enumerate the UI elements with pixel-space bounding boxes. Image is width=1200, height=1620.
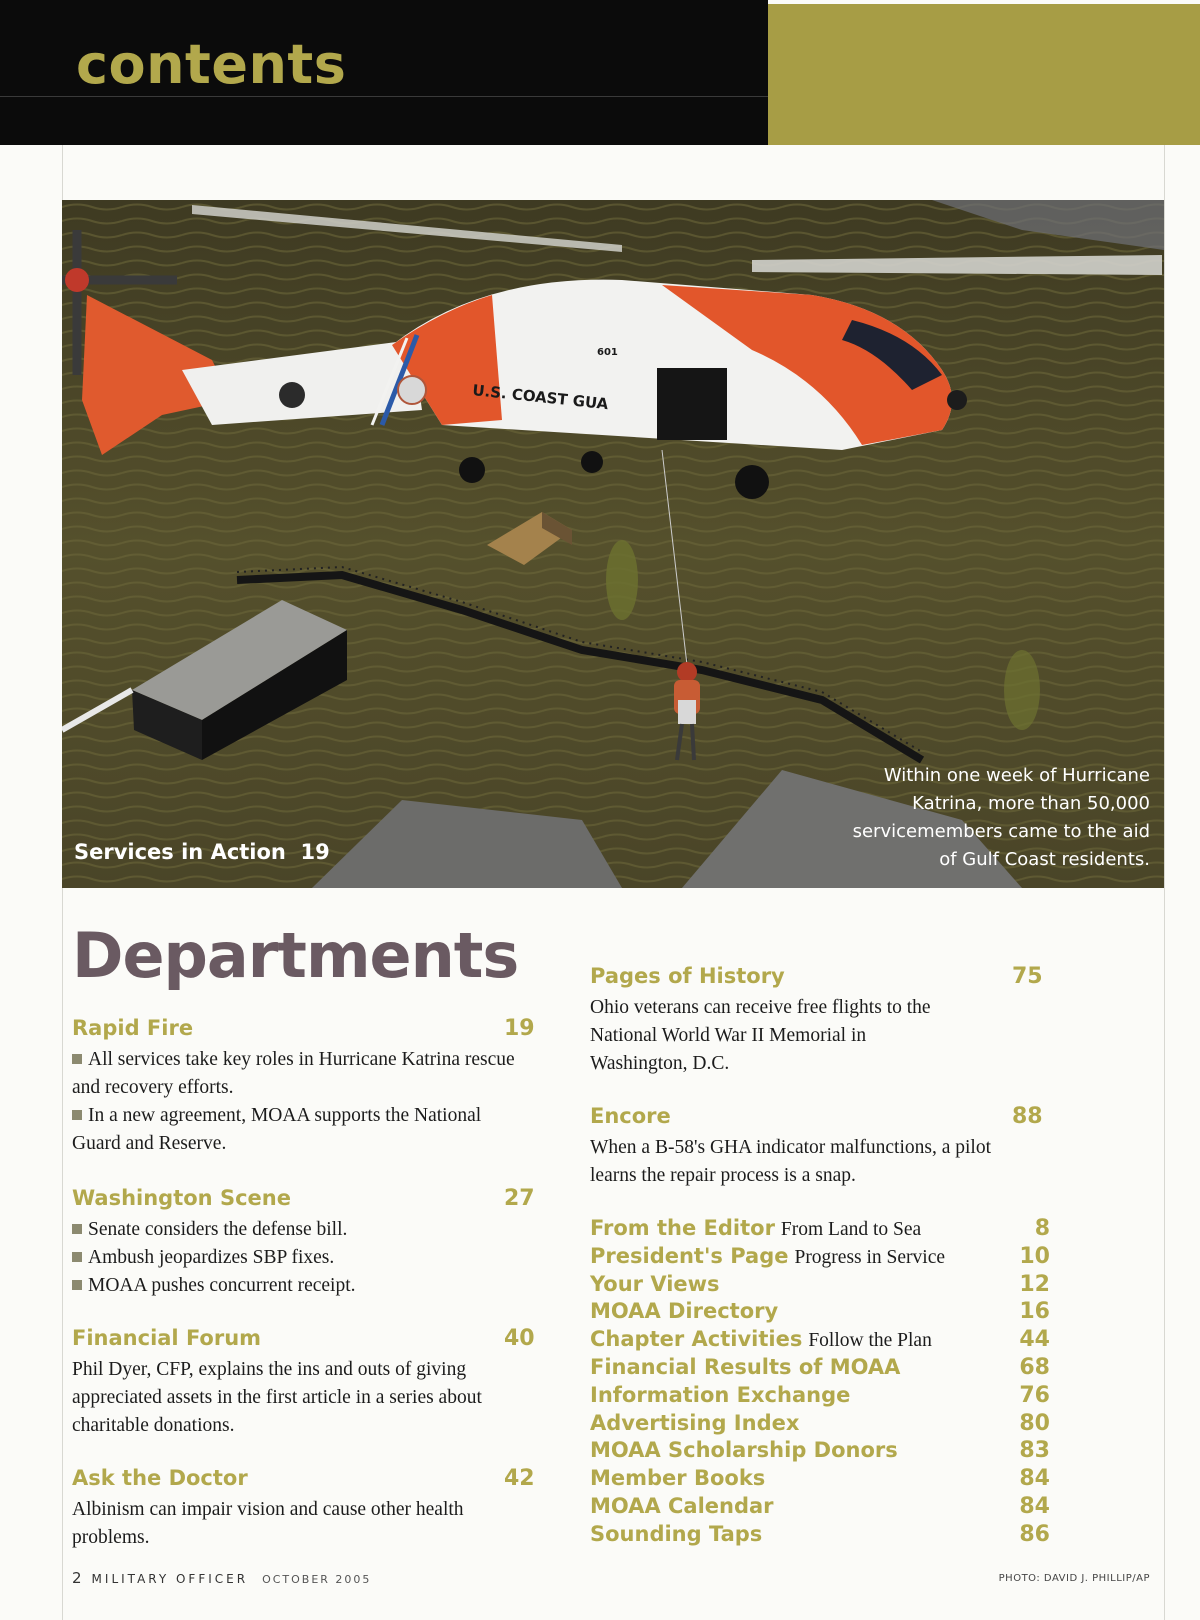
list-item[interactable]: Your Views 12 — [590, 1271, 1050, 1297]
entry-pages-of-history[interactable] — [590, 964, 1050, 1078]
helicopter-marking: U.S. COAST GUA — [471, 381, 610, 414]
list-item[interactable]: President's Page Progress in Service 10 — [590, 1243, 1050, 1269]
departments-heading: Departments — [72, 919, 519, 992]
entry-page-number: 88 — [1012, 1104, 1043, 1129]
list-item[interactable]: Chapter Activities Follow the Plan 44 — [590, 1327, 1050, 1353]
photo-credit: PHOTO: DAVID J. PHILLIP/AP — [998, 1573, 1150, 1584]
entry-rapid-fire[interactable] — [72, 1016, 535, 1158]
entry-page-number: 42 — [504, 1466, 535, 1491]
footer-issue-date: OCTOBER 2005 — [262, 1573, 372, 1586]
entry-title: Ask the Doctor — [72, 1466, 248, 1490]
department-list — [590, 1215, 1050, 1549]
list-item[interactable]: Financial Results of MOAA 68 — [590, 1354, 1050, 1380]
square-bullet-icon — [72, 1224, 82, 1234]
list-item[interactable]: Sounding Taps 86 — [590, 1521, 1050, 1547]
entry-page-number: 27 — [504, 1186, 535, 1211]
entry-description: When a B-58's GHA indicator malfunctions, a pilot learns the repair process is a snap. — [590, 1137, 992, 1186]
list-item[interactable]: Member Books 84 — [590, 1466, 1050, 1492]
list-item[interactable]: Information Exchange 76 — [590, 1382, 1050, 1408]
entry-title: Pages of History — [590, 964, 785, 988]
entry-title: Financial Forum — [72, 1326, 262, 1350]
entry-title: Washington Scene — [72, 1186, 291, 1210]
square-bullet-icon — [72, 1054, 82, 1064]
frame-line-right — [1164, 145, 1165, 1620]
entry-description: Albinism can impair vision and cause other health problems. — [72, 1499, 464, 1548]
entry-title: Encore — [590, 1104, 671, 1128]
square-bullet-icon — [72, 1252, 82, 1262]
square-bullet-icon — [72, 1280, 82, 1290]
page-title: contents — [76, 33, 347, 96]
list-item[interactable]: Advertising Index 80 — [590, 1410, 1050, 1436]
entry-description: Ohio veterans can receive free flights to the National World War II Memorial in Washington, D.C. — [590, 997, 931, 1074]
entry-ask-the-doctor[interactable] — [72, 1466, 535, 1552]
list-item[interactable]: From the Editor From Land to Sea 8 — [590, 1216, 1050, 1241]
entry-description: Phil Dyer, CFP, explains the ins and outs of giving appreciated assets in the first article in a series about charitable donations. — [72, 1359, 482, 1436]
entry-page-number: 40 — [504, 1326, 535, 1351]
list-item[interactable]: MOAA Calendar 84 — [590, 1493, 1050, 1519]
footer-magazine-name: MILITARY OFFICER — [91, 1572, 249, 1586]
entry-financial-forum[interactable] — [72, 1326, 535, 1440]
entry-page-number: 75 — [1012, 964, 1043, 989]
square-bullet-icon — [72, 1110, 82, 1120]
list-item[interactable]: MOAA Directory 16 — [590, 1299, 1050, 1325]
header-rule — [0, 96, 768, 97]
entry-description: Senate considers the defense bill. Ambush jeopardizes SBP fixes. MOAA pushes concurrent receipt. — [72, 1216, 532, 1300]
photo-label: Services in Action 19 — [74, 840, 330, 864]
entry-description: All services take key roles in Hurricane Katrina rescue and recovery efforts. In a new agreement, MOAA supports the National Guard and Reserve. — [72, 1049, 515, 1154]
page-footer — [72, 1569, 371, 1587]
list-item[interactable]: MOAA Scholarship Donors 83 — [590, 1438, 1050, 1464]
helicopter-tail-number: 601 — [597, 347, 618, 358]
photo-caption: Within one week of Hurricane Katrina, more than 50,000 servicemembers came to the aid of Gulf Coast residents. — [852, 765, 1150, 870]
entry-encore[interactable] — [590, 1104, 1050, 1190]
footer-page-number: 2 — [72, 1569, 82, 1587]
cover-photo — [62, 200, 1164, 888]
header-gold-bar — [768, 4, 1200, 145]
entry-washington-scene[interactable] — [72, 1186, 535, 1300]
entry-page-number: 19 — [504, 1016, 535, 1041]
entry-title: Rapid Fire — [72, 1016, 194, 1040]
